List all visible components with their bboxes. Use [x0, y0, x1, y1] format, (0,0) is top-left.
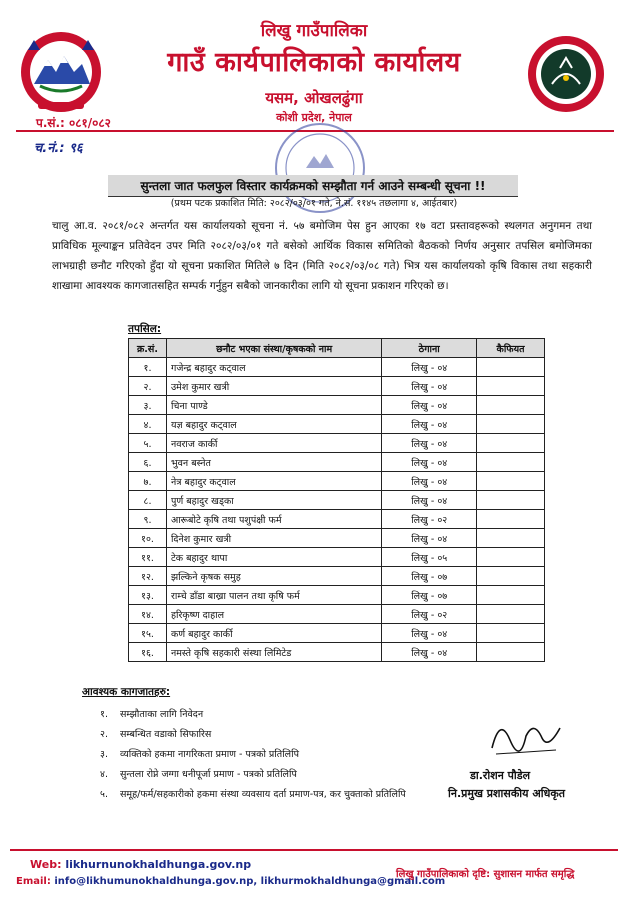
documents-list: [100, 705, 406, 805]
table-row: [129, 434, 545, 453]
cell-name: हरिकृष्ण दाहाल: [166, 605, 381, 624]
cell-name: दिनेश कुमार खत्री: [166, 529, 381, 548]
notice-title: सुन्तला जात फलफुल विस्तार कार्यक्रमको सम्झौता गर्न आउने सम्बन्धी सूचना !!: [108, 175, 518, 197]
cell-address: लिखु - ०४: [382, 396, 477, 415]
cell-name: राम्चे डाँडा बाख्रा पालन तथा कृषि फर्म: [166, 586, 381, 605]
table-row: [129, 548, 545, 567]
footer-email-label: Email:: [16, 876, 51, 887]
cell-name: कर्ण बहादुर कार्की: [166, 624, 381, 643]
list-item-number: ५.: [100, 789, 108, 800]
cell-address: लिखु - ०४: [382, 472, 477, 491]
cell-name: नेत्र बहादुर कट्वाल: [166, 472, 381, 491]
cell-name: यज्ञ बहादुर कट्वाल: [166, 415, 381, 434]
table-row: [129, 624, 545, 643]
footer-email: [16, 876, 445, 887]
cell-remark: [477, 453, 545, 472]
list-item-text: समूह/फर्म/सहकारीको हकमा संस्था व्यवसाय दर्ता प्रमाण-पत्र, कर चुक्ताको प्रतिलिपि: [120, 789, 406, 800]
footer-email-link[interactable]: info@likhumunokhaldhunga.gov.np, likhurmokhaldhunga@gmail.com: [54, 876, 446, 887]
cell-sn: ६.: [129, 453, 167, 472]
col-header-sn: क्र.सं.: [129, 339, 167, 358]
list-item-number: ३.: [100, 749, 108, 760]
cell-remark: [477, 567, 545, 586]
cell-sn: ७.: [129, 472, 167, 491]
notice-body: चालु आ.व. २०८१/०८२ अन्तर्गत यस कार्यालयको सूचना नं. ५७ बमोजिम पेस हुन आएका १७ वटा प्रस्तावहरूको स्थलगत अनुगमन तथा प्राविधिक मूल्याङ्कन प्रतिवेदन उपर मिति २०८२/०३/०१ गते बसेको आर्थिक विकास समितिको बैठकको निर्णय अनुसार तपसिल बमोजिमका लाभग्राही छनौट गरिएको हुँदा यो सूचना प्रकाशित मितिले ७ दिन (मिति २०८२/०३/०८ गते) भित्र यस कार्यालयको कृषि विकास तथा सहकारी शाखामा आवश्यक कागजातसहित सम्पर्क गर्नुहुन सबैको जानकारीका लागि यो सूचना प्रकाशन गरिएको छ।: [52, 220, 592, 292]
cell-sn: ४.: [129, 415, 167, 434]
cell-remark: [477, 472, 545, 491]
col-header-address: ठेगाना: [382, 339, 477, 358]
footer-rule: [10, 849, 618, 851]
table-header-row: [129, 339, 545, 358]
cell-address: लिखु - ०७: [382, 567, 477, 586]
table-row: [129, 567, 545, 586]
cell-address: लिखु - ०४: [382, 377, 477, 396]
cell-address: लिखु - ०४: [382, 453, 477, 472]
cell-address: लिखु - ०२: [382, 510, 477, 529]
col-header-remark: कैफियत: [477, 339, 545, 358]
list-item-text: सम्झौताका लागि निवेदन: [120, 709, 204, 720]
office-address: यसम, ओखलढुंगा: [265, 89, 363, 107]
cell-address: लिखु - ०२: [382, 605, 477, 624]
table-row: [129, 586, 545, 605]
table-body: [129, 358, 545, 662]
letter-ps-no: प.सं.: ०८१/०८२: [36, 116, 111, 130]
list-item: [100, 745, 406, 765]
cell-remark: [477, 586, 545, 605]
cell-remark: [477, 396, 545, 415]
table-row: [129, 453, 545, 472]
signature-icon: [486, 710, 566, 760]
footer-web-link[interactable]: likhurnunokhaldhunga.gov.np: [65, 858, 252, 871]
table-row: [129, 491, 545, 510]
cell-sn: १.: [129, 358, 167, 377]
cell-remark: [477, 358, 545, 377]
beneficiary-table: [128, 338, 545, 662]
cell-address: लिखु - ०४: [382, 358, 477, 377]
cell-name: नवराज कार्की: [166, 434, 381, 453]
cell-name: भुवन बस्नेत: [166, 453, 381, 472]
cell-remark: [477, 377, 545, 396]
cell-remark: [477, 548, 545, 567]
footer-web-label: Web:: [30, 858, 62, 871]
cell-sn: १५.: [129, 624, 167, 643]
cell-remark: [477, 624, 545, 643]
cell-name: झल्किने कृषक समुह: [166, 567, 381, 586]
office-line1: लिखु गाउँपालिका: [260, 21, 368, 41]
list-item: [100, 725, 406, 745]
letter-ch-no: च.नं.: ९६: [34, 141, 83, 156]
cell-name: चिना पाण्डे: [166, 396, 381, 415]
cell-name: गजेन्द्र बहादुर कट्वाल: [166, 358, 381, 377]
list-item-text: सुन्तला रोप्ने जग्गा धनीपूर्जा प्रमाण - पत्रको प्रतिलिपि: [120, 769, 297, 780]
table-row: [129, 510, 545, 529]
cell-sn: १०.: [129, 529, 167, 548]
cell-name: टेक बहादुर थापा: [166, 548, 381, 567]
cell-sn: ५.: [129, 434, 167, 453]
signatory-name: डा.रोशन पौडेल: [470, 769, 531, 782]
list-item: [100, 765, 406, 785]
table-row: [129, 472, 545, 491]
office-title: गाउँ कार्यपालिकाको कार्यालय: [167, 47, 461, 78]
footer-motto: लिखु गाउँपालिकाको दृष्टि: सुशासन मार्फत समृद्धि: [396, 869, 575, 880]
cell-address: लिखु - ०४: [382, 491, 477, 510]
office-province: कोशी प्रदेश, नेपाल: [276, 111, 352, 124]
list-item-text: व्यक्तिको हकमा नागरिकता प्रमाण - पत्रको प्रतिलिपि: [120, 749, 299, 760]
list-item: [100, 785, 406, 805]
cell-sn: ११.: [129, 548, 167, 567]
list-item-number: ४.: [100, 769, 108, 780]
cell-sn: १४.: [129, 605, 167, 624]
table-label: तपसिल:: [128, 323, 162, 335]
table-row: [129, 396, 545, 415]
cell-name: नमस्ते कृषि सहकारी संस्था लिमिटेड: [166, 643, 381, 662]
table-row: [129, 377, 545, 396]
cell-sn: २.: [129, 377, 167, 396]
cell-sn: ८.: [129, 491, 167, 510]
cell-name: उमेश कुमार खत्री: [166, 377, 381, 396]
cell-address: लिखु - ०४: [382, 415, 477, 434]
cell-remark: [477, 529, 545, 548]
signatory-title: नि.प्रमुख प्रशासकीय अधिकृत: [448, 787, 566, 800]
cell-remark: [477, 434, 545, 453]
cell-address: लिखु - ०४: [382, 529, 477, 548]
cell-address: लिखु - ०७: [382, 586, 477, 605]
cell-address: लिखु - ०४: [382, 643, 477, 662]
cell-address: लिखु - ०४: [382, 434, 477, 453]
cell-address: लिखु - ०४: [382, 624, 477, 643]
cell-address: लिखु - ०५: [382, 548, 477, 567]
table-row: [129, 415, 545, 434]
list-item-number: १.: [100, 709, 108, 720]
cell-sn: १६.: [129, 643, 167, 662]
cell-sn: १२.: [129, 567, 167, 586]
notice-subtitle: (प्रथम पटक प्रकाशित मिति: २०८२/०३/०१ गते, ने.सं. ११४५ तछलागा ४, आईतबार): [170, 198, 458, 209]
cell-sn: ९.: [129, 510, 167, 529]
cell-name: आरूबोटे कृषि तथा पशुपंक्षी फर्म: [166, 510, 381, 529]
list-item-number: २.: [100, 729, 108, 740]
cell-remark: [477, 491, 545, 510]
cell-sn: १३.: [129, 586, 167, 605]
documents-title: आवश्यक कागजातहरु:: [82, 686, 171, 698]
cell-name: पुर्ण बहादुर खड्का: [166, 491, 381, 510]
cell-sn: ३.: [129, 396, 167, 415]
table-row: [129, 643, 545, 662]
list-item: [100, 705, 406, 725]
table-row: [129, 605, 545, 624]
footer-web: [30, 858, 251, 871]
col-header-name: छनौट भएका संस्था/कृषकको नाम: [166, 339, 381, 358]
list-item-text: सम्बन्धित वडाको सिफारिस: [120, 729, 212, 740]
table-row: [129, 358, 545, 377]
cell-remark: [477, 643, 545, 662]
cell-remark: [477, 415, 545, 434]
cell-remark: [477, 605, 545, 624]
table-row: [129, 529, 545, 548]
cell-remark: [477, 510, 545, 529]
